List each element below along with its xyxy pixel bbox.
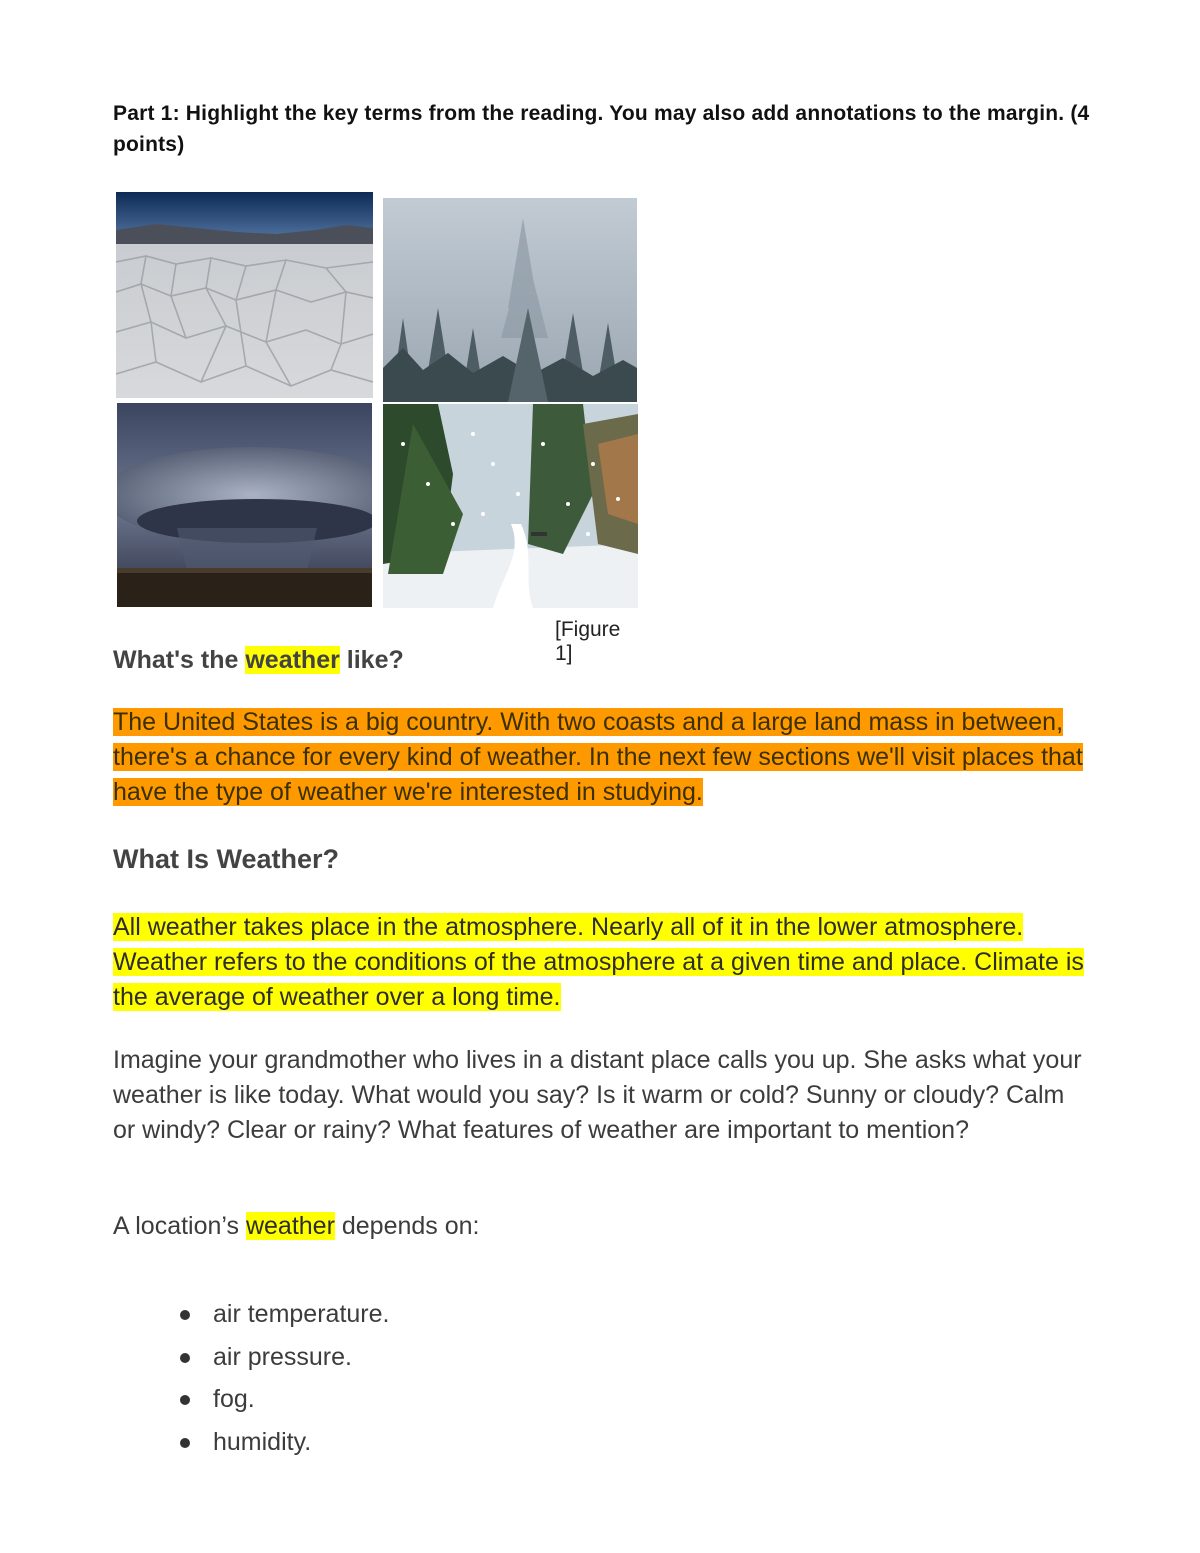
heading-1-prefix: What's the (113, 646, 246, 674)
list-item-text: fog. (213, 1385, 255, 1413)
yellow-highlighted-paragraph (113, 910, 1088, 1015)
supercell-storm-photo (117, 403, 372, 607)
list-item (180, 1421, 389, 1464)
list-item (180, 1378, 389, 1421)
salt-flat-photo (116, 192, 373, 398)
heading-whats-the-weather (113, 643, 404, 677)
orange-highlight: The United States is a big country. With two coasts and a large land mass in between, there's a chance for every kind of weather. In the next few sections we'll visit places that have the type of weather we're interested in studying. (113, 708, 1083, 806)
bullet-icon (180, 1310, 190, 1320)
orange-highlighted-paragraph (113, 705, 1088, 810)
instructions-text: Part 1: Highlight the key terms from the reading. You may also add annotations to the margin. (4 points) (113, 102, 1090, 156)
list-item (180, 1336, 389, 1379)
depends-prefix: A location’s (113, 1212, 246, 1240)
list-item (180, 1293, 389, 1336)
weather-factors-list (180, 1293, 389, 1463)
bullet-icon (180, 1395, 190, 1405)
grandmother-paragraph: Imagine your grandmother who lives in a distant place calls you up. She asks what your weather is like today. What would you say? Is it warm or cold? Sunny or cloudy? Calm or windy? Clear or rainy? What features of weather are important to mention? (113, 1046, 1082, 1144)
bullet-icon (180, 1353, 190, 1363)
snowy-park-photo (383, 404, 638, 608)
list-item-text: air pressure. (213, 1342, 352, 1371)
heading-1-suffix: like? (339, 646, 404, 674)
highlighted-keyword-weather: weather (245, 646, 340, 674)
yellow-highlight: All weather takes place in the atmosphere. Nearly all of it in the lower atmosphere. Weather refers to the conditions of the atmosphere at a given time and place. Climate is the average of weather over a long time. (113, 913, 1084, 1011)
list-item-text: air temperature. (213, 1300, 390, 1328)
figure-caption: [Figure 1] (555, 618, 621, 665)
foggy-forest-photo (383, 198, 637, 402)
bullet-icon (180, 1438, 190, 1448)
list-item-text: humidity. (213, 1427, 312, 1456)
heading-what-is-weather: What Is Weather? (113, 844, 340, 874)
highlighted-keyword-weather-2: weather (245, 1212, 335, 1240)
weather-depends-paragraph (113, 1209, 1088, 1244)
depends-suffix: depends on: (334, 1212, 480, 1240)
